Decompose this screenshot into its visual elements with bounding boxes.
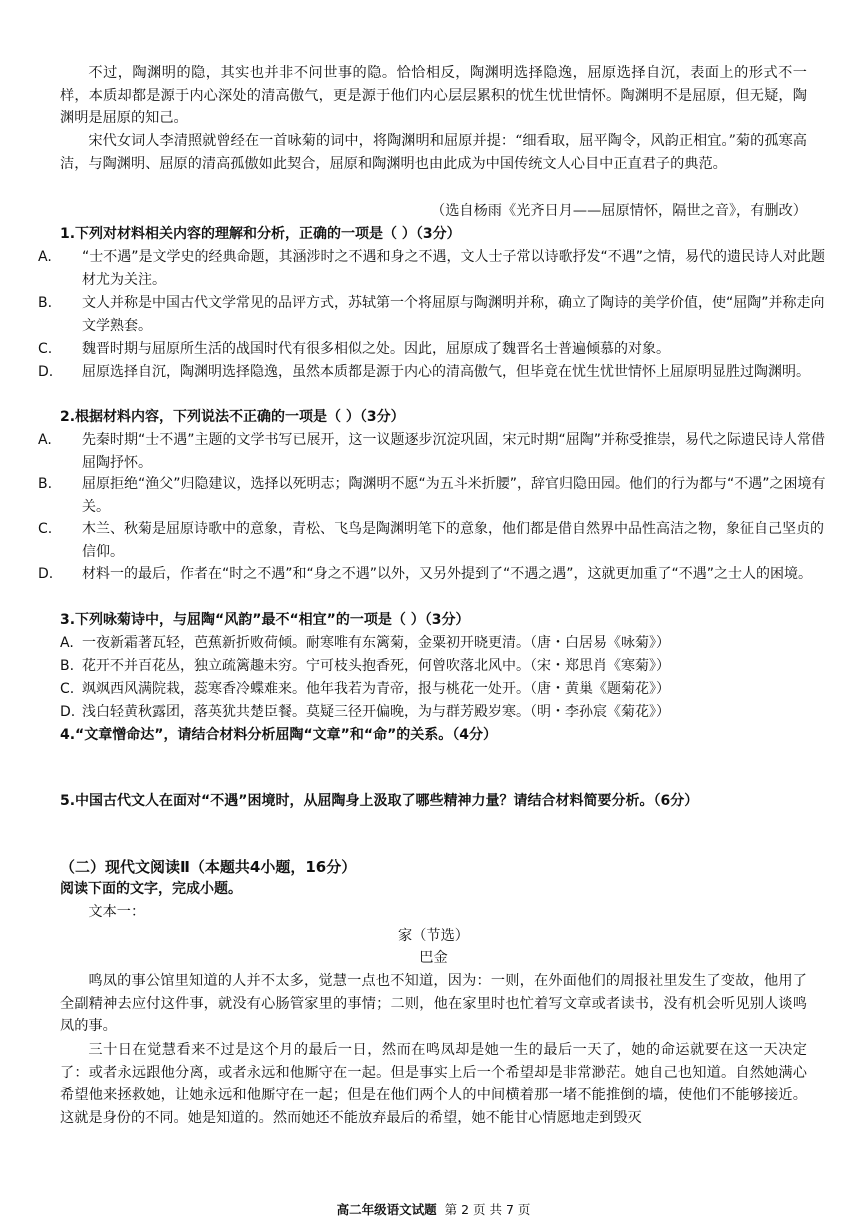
option-text: 花开不并百花丛，独立疏篱趣未穷。宁可枝头抱香死，何曾吹落北风中。（宋・郑思肖《寒菊》） <box>82 658 670 674</box>
question-3-option-d: D. 浅白轻黄秋露团，落英犹共楚臣餐。莫疑三径开偏晚，为与群芳殿岁寒。（明・李孙宸《菊花》） <box>60 704 670 720</box>
question-2-stem: 2.根据材料内容，下列说法不正确的一项是（ ）（3分） <box>60 409 405 425</box>
option-text: 屈原选择自沉，陶渊明选择隐逸，虽然本质都是源于内心的清高傲气，但毕竟在忧生忧世情怀上屈原明显胜过陶渊明。 <box>82 364 810 380</box>
question-1-option-b: B. 文人并称是中国古代文学常见的品评方式，苏轼第一个将屈原与陶渊明并称，确立了陶诗的美学价值，使“屈陶”并称走向文学熟套。 <box>38 295 825 334</box>
question-1-option-d: D. 屈原选择自沉，陶渊明选择隐逸，虽然本质都是源于内心的清高傲气，但毕竟在忧生忧世情怀上屈原明显胜过陶渊明。 <box>38 364 810 380</box>
question-2-option-d: D. 材料一的最后，作者在“时之不遇”和“身之不遇”以外，又另外提到了“不遇之遇”，这就更加重了“不遇”之士人的困境。 <box>38 566 813 582</box>
option-text: 飒飒西风满院栽，蕊寒香冷蝶难来。他年我若为青帝，报与桃花一处开。（唐・黄巢《题菊花》） <box>82 681 670 697</box>
passage-paragraph-2: 宋代女词人李清照就曾经在一首咏菊的词中，将陶渊明和屈原并提：“细看取，屈平陶令，风韵正相宜。”菊的孤寒高洁，与陶渊明、屈原的清高孤傲如此契合，屈原和陶渊明也由此成为中国传统文人心目中正直君子的典范。 <box>60 133 807 172</box>
option-text: 一夜新霜著瓦轻，芭蕉新折败荷倾。耐寒唯有东篱菊，金粟初开晓更清。（唐・白居易《咏菊》） <box>82 635 670 651</box>
text-one-label: 文本一： <box>88 904 146 920</box>
option-text: 魏晋时期与屈原所生活的战国时代有很多相似之处。因此，屈原成了魏晋名士普遍倾慕的对象。 <box>82 341 670 357</box>
option-text: 文人并称是中国古代文学常见的品评方式，苏轼第一个将屈原与陶渊明并称，确立了陶诗的美学价值，使“屈陶”并称走向文学熟套。 <box>82 295 825 334</box>
question-2-option-c: C. 木兰、秋菊是屈原诗歌中的意象，青松、飞鸟是陶渊明笔下的意象，他们都是借自然界中品性高洁之物，象征自己坚贞的信仰。 <box>38 521 824 560</box>
question-2-option-a: A. 先秦时期“士不遇”主题的文学书写已展开，这一议题逐步沉淀巩固，宋元时期“屈陶”并称受推崇，易代之际遗民诗人常借屈陶抒怀。 <box>38 432 826 471</box>
excerpt-title: 家（节选） <box>398 928 469 944</box>
question-1-stem: 1.下列对材料相关内容的理解和分析，正确的一项是（ ）（3分） <box>60 226 461 242</box>
option-text: 屈原拒绝“渔父”归隐建议，选择以死明志；陶渊明不愿“为五斗米折腰”，辞官归隐田园。他们的行为都与“不遇”之困境有关。 <box>82 476 826 515</box>
option-text: “士不遇”是文学史的经典命题，其涵涉时之不遇和身之不遇，文人士子常以诗歌抒发“不遇”之情，易代的遗民诗人对此题材尤为关注。 <box>82 249 826 288</box>
option-text: 木兰、秋菊是屈原诗歌中的意象，青松、飞鸟是陶渊明笔下的意象，他们都是借自然界中品性高洁之物，象征自己坚贞的信仰。 <box>82 521 824 560</box>
footer-title: 高二年级语文试题 <box>336 1202 437 1217</box>
option-text: 浅白轻黄秋露团，落英犹共楚臣餐。莫疑三径开偏晚，为与群芳殿岁寒。（明・李孙宸《菊花》） <box>82 704 670 720</box>
question-5-stem: 5.中国古代文人在面对“不遇”困境时，从屈陶身上汲取了哪些精神力量？请结合材料简要分析。（6分） <box>60 793 699 809</box>
section-heading: （二）现代文阅读Ⅱ（本题共4小题，16分） <box>60 858 357 876</box>
footer-page-number: 第 2 页 共 7 页 <box>444 1202 531 1217</box>
excerpt-author: 巴金 <box>419 950 448 966</box>
question-1-option-c: C. 魏晋时期与屈原所生活的战国时代有很多相似之处。因此，屈原成了魏晋名士普遍倾慕的对象。 <box>38 341 670 357</box>
question-1-option-a: A. “士不遇”是文学史的经典命题，其涵涉时之不遇和身之不遇，文人士子常以诗歌抒发“不遇”之情，易代的遗民诗人对此题材尤为关注。 <box>38 249 826 288</box>
question-3-option-c: C. 飒飒西风满院栽，蕊寒香冷蝶难来。他年我若为青帝，报与桃花一处开。（唐・黄巢《题菊花》） <box>60 681 670 697</box>
question-3-option-a: A. 一夜新霜著瓦轻，芭蕉新折败荷倾。耐寒唯有东篱菊，金粟初开晓更清。（唐・白居易《咏菊》） <box>60 635 670 651</box>
page-footer <box>0 1200 867 1218</box>
passage-paragraph-1: 不过，陶渊明的隐，其实也并非不问世事的隐。恰恰相反，陶渊明选择隐逸，屈原选择自沉，表面上的形式不一样，本质却都是源于内心深处的清高傲气，更是源于他们内心层层累积的忧生忧世情怀。陶渊明不是屈原，但无疑，陶渊明是屈原的知己。 <box>60 65 807 126</box>
question-3-option-b: B. 花开不并百花丛，独立疏篱趣未穷。宁可枝头抱香死，何曾吹落北风中。（宋・郑思肖《寒菊》） <box>60 658 670 674</box>
question-3-stem: 3.下列咏菊诗中，与屈陶“风韵”最不“相宜”的一项是（ ）（3分） <box>60 612 470 628</box>
option-text: 材料一的最后，作者在“时之不遇”和“身之不遇”以外，又另外提到了“不遇之遇”，这就更加重了“不遇”之士人的困境。 <box>82 566 813 582</box>
question-2-option-b: B. 屈原拒绝“渔父”归隐建议，选择以死明志；陶渊明不愿“为五斗米折腰”，辞官归隐田园。他们的行为都与“不遇”之困境有关。 <box>38 476 826 515</box>
passage-source: （选自杨雨《光齐日月——屈原情怀，隔世之音》，有删改） <box>431 203 807 219</box>
excerpt-paragraph-2: 三十日在觉慧看来不过是这个月的最后一日，然而在鸣凤却是她一生的最后一天了，她的命运就要在这一天决定了：或者永远跟他分离，或者永远和他厮守在一起。但是事实上后一个希望却是非常渺茫。她自己也知道。自然她满心希望他来拯救她，让她永远和他厮守在一起；但是在他们两个人的中间横着那一堵不能推倒的墙，使他们不能够接近。这就是身份的不同。她是知道的。然而她还不能放弃最后的希望，她不能甘心情愿地走到毁灭 <box>60 1042 807 1126</box>
excerpt-paragraph-1: 鸣凤的事公馆里知道的人并不太多，觉慧一点也不知道，因为：一则，在外面他们的周报社里发生了变故，他用了全副精神去应付这件事，就没有心肠管家里的事情；二则，他在家里时也忙着写文章或者读书，没有机会听见别人谈鸣凤的事。 <box>60 973 807 1034</box>
section-instruction: 阅读下面的文字，完成小题。 <box>60 881 242 897</box>
question-4-stem: 4.“文章憎命达”，请结合材料分析屈陶“文章”和“命”的关系。（4分） <box>60 727 498 743</box>
option-text: 先秦时期“士不遇”主题的文学书写已展开，这一议题逐步沉淀巩固，宋元时期“屈陶”并称受推崇，易代之际遗民诗人常借屈陶抒怀。 <box>82 432 826 471</box>
